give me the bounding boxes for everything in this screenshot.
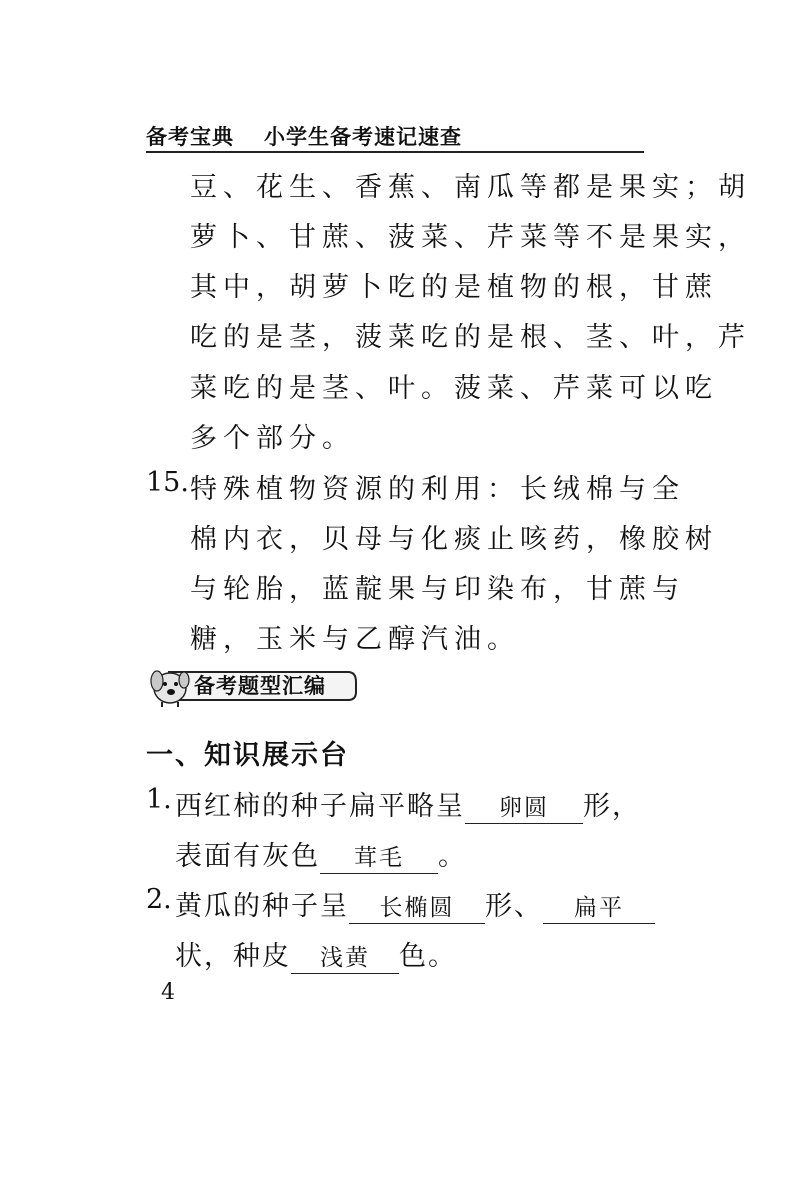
- paragraph-line: 萝卜、甘蔗、菠菜、芹菜等不是果实，: [190, 222, 751, 253]
- paragraph-line: 糖，玉米与乙醇汽油。: [190, 624, 520, 655]
- question-number: 2.: [146, 884, 172, 915]
- running-header: [146, 117, 644, 153]
- question-line: [175, 884, 655, 924]
- question-text: 黄瓜的种子呈: [175, 891, 349, 922]
- question-line: [175, 934, 457, 974]
- answer-blank: 茸毛: [320, 843, 438, 874]
- book-subtitle: 小学生备考速记速查: [264, 125, 462, 149]
- answer-blank: 浅黄: [291, 943, 399, 974]
- paragraph-line: 菜吃的是茎、叶。菠菜、芹菜可以吃: [190, 373, 718, 404]
- answer-blank: 卵圆: [465, 793, 583, 824]
- paragraph-line: 其中，胡萝卜吃的是植物的根，甘蔗: [190, 272, 718, 303]
- question-text: 状，种皮: [175, 941, 291, 972]
- section-badge: [148, 658, 360, 708]
- paragraph-line: 特殊植物资源的利用：长绒棉与全: [190, 474, 685, 505]
- question-text: 形，: [583, 791, 641, 822]
- paragraph-line: 与轮胎，蓝靛果与印染布，甘蔗与: [190, 574, 685, 605]
- question-text: 形、: [485, 891, 543, 922]
- question-number: 1.: [146, 784, 172, 815]
- dog-mascot-icon: [151, 671, 189, 707]
- question-text: 西红柿的种子扁平略呈: [175, 791, 465, 822]
- question-text: 表面有灰色: [175, 841, 320, 872]
- question-line: [175, 784, 641, 824]
- question-text: 。: [438, 841, 467, 872]
- question-text: 色。: [399, 941, 457, 972]
- answer-blank: 长椭圆: [349, 893, 485, 924]
- paragraph-line: 吃的是茎，菠菜吃的是根、茎、叶，芹: [190, 322, 751, 353]
- question-line: [175, 834, 467, 874]
- paragraph-line: 豆、花生、香蕉、南瓜等都是果实；胡: [190, 172, 751, 203]
- book-title: 备考宝典: [146, 125, 234, 149]
- section-title: 一、知识展示台: [146, 740, 349, 771]
- page-number: 4: [161, 980, 175, 1005]
- paragraph-line: 棉内衣，贝母与化痰止咳药，橡胶树: [190, 524, 718, 555]
- item-number: 15.: [146, 467, 189, 498]
- paragraph-line: 多个部分。: [190, 423, 355, 454]
- answer-blank: 扁平: [543, 893, 655, 924]
- badge-label: 备考题型汇编: [194, 674, 326, 698]
